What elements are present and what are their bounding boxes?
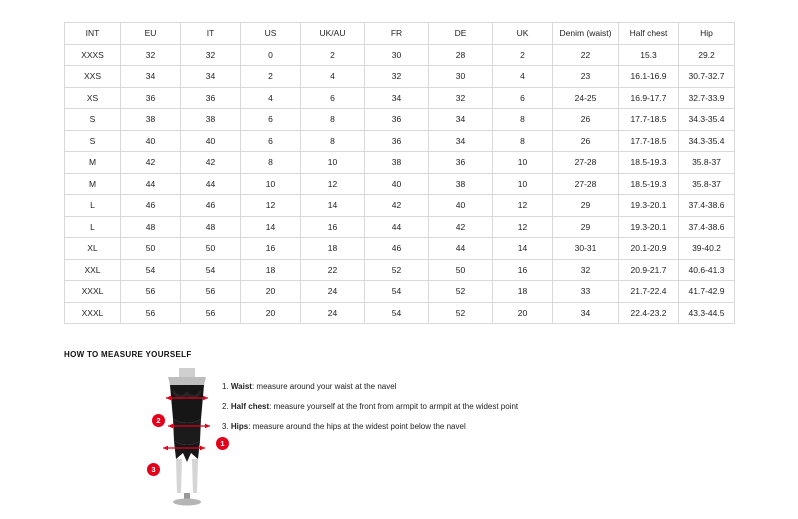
cell-uk-au: 4 xyxy=(301,66,365,88)
cell-uk: 16 xyxy=(493,259,553,281)
cell-us: 2 xyxy=(241,66,301,88)
measurement-marker-3: 3 xyxy=(147,463,160,476)
cell-de: 30 xyxy=(429,66,493,88)
cell-int: XXXL xyxy=(65,281,121,303)
cell-eu: 38 xyxy=(121,109,181,131)
cell-denim-waist: 26 xyxy=(553,130,619,152)
column-header-uk-au: UK/AU xyxy=(301,23,365,45)
table-row xyxy=(65,66,735,88)
cell-half-chest: 16.1-16.9 xyxy=(619,66,679,88)
measurement-figure xyxy=(64,367,225,507)
measurement-marker-2: 2 xyxy=(152,414,165,427)
table-row xyxy=(65,87,735,109)
size-chart-container xyxy=(64,22,734,324)
cell-uk: 2 xyxy=(493,44,553,66)
cell-eu: 42 xyxy=(121,152,181,174)
cell-int: M xyxy=(65,173,121,195)
cell-half-chest: 18.5-19.3 xyxy=(619,173,679,195)
step-number: 2. xyxy=(222,402,229,412)
measurement-step-hips xyxy=(222,421,518,432)
cell-int: S xyxy=(65,130,121,152)
measurement-step-half-chest xyxy=(222,401,518,412)
cell-eu: 40 xyxy=(121,130,181,152)
cell-eu: 54 xyxy=(121,259,181,281)
column-header-hip: Hip xyxy=(679,23,735,45)
cell-int: L xyxy=(65,195,121,217)
cell-us: 12 xyxy=(241,195,301,217)
cell-fr: 46 xyxy=(365,238,429,260)
cell-uk-au: 2 xyxy=(301,44,365,66)
cell-uk-au: 10 xyxy=(301,152,365,174)
cell-it: 40 xyxy=(181,130,241,152)
cell-half-chest: 21.7-22.4 xyxy=(619,281,679,303)
cell-us: 6 xyxy=(241,130,301,152)
cell-de: 36 xyxy=(429,152,493,174)
cell-us: 4 xyxy=(241,87,301,109)
cell-half-chest: 22.4-23.2 xyxy=(619,302,679,324)
cell-int: XL xyxy=(65,238,121,260)
cell-denim-waist: 23 xyxy=(553,66,619,88)
cell-de: 52 xyxy=(429,302,493,324)
cell-denim-waist: 34 xyxy=(553,302,619,324)
column-header-it: IT xyxy=(181,23,241,45)
cell-us: 14 xyxy=(241,216,301,238)
cell-it: 46 xyxy=(181,195,241,217)
cell-eu: 50 xyxy=(121,238,181,260)
cell-fr: 30 xyxy=(365,44,429,66)
cell-fr: 40 xyxy=(365,173,429,195)
cell-hip: 32.7-33.9 xyxy=(679,87,735,109)
table-row xyxy=(65,152,735,174)
cell-int: XXXS xyxy=(65,44,121,66)
cell-uk-au: 8 xyxy=(301,130,365,152)
cell-hip: 37.4-38.6 xyxy=(679,216,735,238)
how-to-measure-body xyxy=(64,367,734,507)
cell-eu: 32 xyxy=(121,44,181,66)
cell-de: 38 xyxy=(429,173,493,195)
cell-denim-waist: 26 xyxy=(553,109,619,131)
cell-it: 56 xyxy=(181,281,241,303)
column-header-fr: FR xyxy=(365,23,429,45)
cell-fr: 52 xyxy=(365,259,429,281)
column-header-int: INT xyxy=(65,23,121,45)
cell-de: 28 xyxy=(429,44,493,66)
cell-uk-au: 24 xyxy=(301,302,365,324)
measurement-step-waist xyxy=(222,381,518,392)
column-header-uk: UK xyxy=(493,23,553,45)
cell-it: 56 xyxy=(181,302,241,324)
cell-it: 42 xyxy=(181,152,241,174)
step-text: : measure around your waist at the navel xyxy=(251,382,397,391)
cell-fr: 42 xyxy=(365,195,429,217)
column-header-us: US xyxy=(241,23,301,45)
cell-hip: 35.8-37 xyxy=(679,173,735,195)
cell-uk: 8 xyxy=(493,109,553,131)
column-header-de: DE xyxy=(429,23,493,45)
cell-it: 34 xyxy=(181,66,241,88)
cell-uk: 12 xyxy=(493,216,553,238)
cell-uk-au: 16 xyxy=(301,216,365,238)
step-number: 1. xyxy=(222,382,229,391)
cell-eu: 46 xyxy=(121,195,181,217)
cell-uk-au: 6 xyxy=(301,87,365,109)
cell-us: 20 xyxy=(241,302,301,324)
table-row xyxy=(65,109,735,131)
cell-uk-au: 8 xyxy=(301,109,365,131)
cell-de: 32 xyxy=(429,87,493,109)
cell-de: 42 xyxy=(429,216,493,238)
cell-de: 44 xyxy=(429,238,493,260)
cell-half-chest: 20.1-20.9 xyxy=(619,238,679,260)
measurement-steps-list xyxy=(222,381,518,442)
cell-hip: 29.2 xyxy=(679,44,735,66)
cell-fr: 54 xyxy=(365,302,429,324)
cell-uk: 10 xyxy=(493,173,553,195)
cell-fr: 32 xyxy=(365,66,429,88)
cell-denim-waist: 24-25 xyxy=(553,87,619,109)
cell-half-chest: 20.9-21.7 xyxy=(619,259,679,281)
table-row xyxy=(65,195,735,217)
cell-eu: 56 xyxy=(121,302,181,324)
cell-denim-waist: 30-31 xyxy=(553,238,619,260)
table-row xyxy=(65,281,735,303)
step-term: Waist xyxy=(230,382,252,391)
cell-us: 6 xyxy=(241,109,301,131)
cell-uk: 4 xyxy=(493,66,553,88)
step-number: 3. xyxy=(222,422,229,432)
cell-uk: 10 xyxy=(493,152,553,174)
cell-fr: 54 xyxy=(365,281,429,303)
cell-uk-au: 12 xyxy=(301,173,365,195)
cell-uk-au: 24 xyxy=(301,281,365,303)
cell-uk: 8 xyxy=(493,130,553,152)
cell-denim-waist: 27-28 xyxy=(553,152,619,174)
cell-uk: 14 xyxy=(493,238,553,260)
step-term: Half chest xyxy=(230,402,270,412)
cell-denim-waist: 27-28 xyxy=(553,173,619,195)
cell-half-chest: 18.5-19.3 xyxy=(619,152,679,174)
cell-hip: 34.3-35.4 xyxy=(679,130,735,152)
cell-de: 40 xyxy=(429,195,493,217)
cell-de: 34 xyxy=(429,130,493,152)
cell-fr: 36 xyxy=(365,109,429,131)
cell-us: 20 xyxy=(241,281,301,303)
cell-eu: 48 xyxy=(121,216,181,238)
how-to-measure-title: HOW TO MEASURE YOURSELF xyxy=(64,350,192,359)
column-header-eu: EU xyxy=(121,23,181,45)
cell-int: XXXL xyxy=(65,302,121,324)
cell-fr: 36 xyxy=(365,130,429,152)
cell-us: 18 xyxy=(241,259,301,281)
cell-int: M xyxy=(65,152,121,174)
cell-denim-waist: 29 xyxy=(553,195,619,217)
column-header-half-chest: Half chest xyxy=(619,23,679,45)
size-chart-table xyxy=(64,22,735,324)
step-text: : measure around the hips at the widest point below the navel xyxy=(248,422,466,432)
size-chart-body xyxy=(65,44,735,324)
cell-denim-waist: 29 xyxy=(553,216,619,238)
cell-fr: 44 xyxy=(365,216,429,238)
step-term: Hips xyxy=(230,422,249,432)
cell-uk-au: 22 xyxy=(301,259,365,281)
cell-hip: 40.6-41.3 xyxy=(679,259,735,281)
cell-it: 48 xyxy=(181,216,241,238)
cell-denim-waist: 32 xyxy=(553,259,619,281)
how-to-measure-section xyxy=(64,350,734,507)
cell-int: S xyxy=(65,109,121,131)
cell-eu: 36 xyxy=(121,87,181,109)
cell-uk: 18 xyxy=(493,281,553,303)
cell-us: 0 xyxy=(241,44,301,66)
cell-de: 50 xyxy=(429,259,493,281)
cell-hip: 30.7-32.7 xyxy=(679,66,735,88)
cell-hip: 41.7-42.9 xyxy=(679,281,735,303)
cell-denim-waist: 33 xyxy=(553,281,619,303)
cell-eu: 44 xyxy=(121,173,181,195)
cell-half-chest: 15.3 xyxy=(619,44,679,66)
mannequin-illustration xyxy=(160,367,214,507)
cell-us: 16 xyxy=(241,238,301,260)
cell-half-chest: 17.7-18.5 xyxy=(619,109,679,131)
cell-uk-au: 18 xyxy=(301,238,365,260)
cell-hip: 35.8-37 xyxy=(679,152,735,174)
table-row xyxy=(65,130,735,152)
cell-it: 54 xyxy=(181,259,241,281)
cell-de: 34 xyxy=(429,109,493,131)
cell-hip: 37.4-38.6 xyxy=(679,195,735,217)
cell-uk: 12 xyxy=(493,195,553,217)
cell-uk-au: 14 xyxy=(301,195,365,217)
cell-eu: 34 xyxy=(121,66,181,88)
measurement-marker-1: 1 xyxy=(216,437,229,450)
cell-hip: 43.3-44.5 xyxy=(679,302,735,324)
cell-it: 36 xyxy=(181,87,241,109)
cell-it: 50 xyxy=(181,238,241,260)
cell-fr: 34 xyxy=(365,87,429,109)
cell-uk: 20 xyxy=(493,302,553,324)
cell-int: XXS xyxy=(65,66,121,88)
table-row xyxy=(65,173,735,195)
table-row xyxy=(65,302,735,324)
cell-denim-waist: 22 xyxy=(553,44,619,66)
cell-uk: 6 xyxy=(493,87,553,109)
cell-de: 52 xyxy=(429,281,493,303)
cell-eu: 56 xyxy=(121,281,181,303)
cell-it: 32 xyxy=(181,44,241,66)
cell-us: 8 xyxy=(241,152,301,174)
table-row xyxy=(65,259,735,281)
cell-fr: 38 xyxy=(365,152,429,174)
table-row xyxy=(65,238,735,260)
cell-half-chest: 17.7-18.5 xyxy=(619,130,679,152)
cell-int: XXL xyxy=(65,259,121,281)
table-header-row xyxy=(65,23,735,45)
cell-it: 44 xyxy=(181,173,241,195)
table-row xyxy=(65,44,735,66)
cell-hip: 34.3-35.4 xyxy=(679,109,735,131)
table-row xyxy=(65,216,735,238)
cell-it: 38 xyxy=(181,109,241,131)
cell-int: XS xyxy=(65,87,121,109)
cell-half-chest: 16.9-17.7 xyxy=(619,87,679,109)
size-chart-header xyxy=(65,23,735,45)
step-text: : measure yourself at the front from armpit to armpit at the widest point xyxy=(269,402,519,412)
cell-half-chest: 19.3-20.1 xyxy=(619,195,679,217)
cell-half-chest: 19.3-20.1 xyxy=(619,216,679,238)
cell-int: L xyxy=(65,216,121,238)
cell-hip: 39-40.2 xyxy=(679,238,735,260)
column-header-denim-waist: Denim (waist) xyxy=(553,23,619,45)
cell-us: 10 xyxy=(241,173,301,195)
